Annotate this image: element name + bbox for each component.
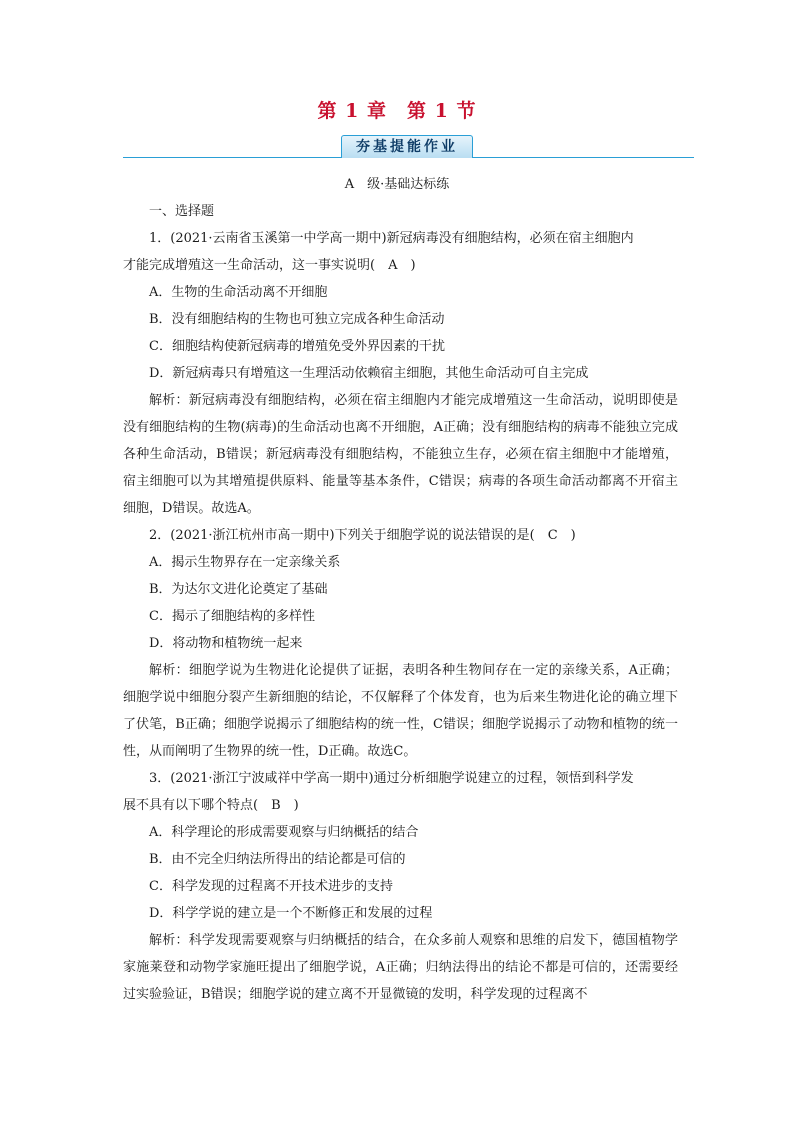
question-3-option-d: D．科学学说的建立是一个不断修正和发展的过程 <box>149 906 433 921</box>
question-2-stem: 2．(2021·浙江杭州市高一期中)下列关于细胞学说的说法错误的是( C ) <box>149 528 576 543</box>
question-1-option-a: A．生物的生命活动离不开细胞 <box>149 285 328 300</box>
question-3-option-c: C．科学发现的过程离不开技术进步的支持 <box>149 879 393 894</box>
question-1 <box>123 225 678 522</box>
question-2-option-d: D．将动物和植物统一起来 <box>149 636 303 651</box>
banner-badge: 夯基提能作业 <box>341 135 473 158</box>
question-1-option-d: D．新冠病毒只有增殖这一生理活动依赖宿主细胞，其他生命活动可自主完成 <box>149 366 589 381</box>
question-3 <box>123 765 678 1008</box>
question-3-option-a: A．科学理论的形成需要观察与归纳概括的结合 <box>149 825 419 840</box>
level-heading: A 级·基础达标练 <box>344 177 450 192</box>
question-1-option-b: B．没有细胞结构的生物也可独立完成各种生命活动 <box>149 312 445 327</box>
question-2-explanation: 解析：细胞学说为生物进化论提供了证据，表明各种生物间存在一定的亲缘关系，A正确；细胞学说中细胞分裂产生新细胞的结论，不仅解释了个体发育，也为后来生物进化论的确立埋下了伏笔，B正确；细胞学说揭示了细胞结构的统一性，C错误；细胞学说揭示了动物和植物的统一性，从而阐明了生物界的统一性，D正确。故选C。 <box>123 663 678 759</box>
question-3-explanation: 解析：科学发现需要观察与归纳概括的结合，在众多前人观察和思维的启发下，德国植物学家施莱登和动物学家施旺提出了细胞学说，A正确；归纳法得出的结论不都是可信的，还需要经过实验验证，B错误；细胞学说的建立离不开显微镜的发明，科学发现的过程离不 <box>123 933 678 1002</box>
question-1-stem-line-2: 才能完成增殖这一生命活动，这一事实说明( A ) <box>123 258 416 273</box>
question-content <box>123 198 678 1008</box>
chapter-title: 第 1 章 第 1 节 <box>317 100 477 122</box>
question-3-stem-line-1: 3．(2021·浙江宁波咸祥中学高一期中)通过分析细胞学说建立的过程，领悟到科学发 <box>149 771 634 786</box>
question-2-option-a: A．揭示生物界存在一定亲缘关系 <box>149 555 341 570</box>
question-1-stem-line-1: 1．(2021·云南省玉溪第一中学高一期中)新冠病毒没有细胞结构，必须在宿主细胞内 <box>149 231 634 246</box>
question-2-option-c: C．揭示了细胞结构的多样性 <box>149 609 315 624</box>
question-3-stem-line-2: 展不具有以下哪个特点( B ) <box>123 798 299 813</box>
question-3-option-b: B．由不完全归纳法所得出的结论都是可信的 <box>149 852 406 867</box>
question-1-option-c: C．细胞结构使新冠病毒的增殖免受外界因素的干扰 <box>149 339 445 354</box>
question-2 <box>123 522 678 765</box>
section-label: 一、选择题 <box>149 204 215 219</box>
question-2-option-b: B．为达尔文进化论奠定了基础 <box>149 582 328 597</box>
question-1-explanation: 解析：新冠病毒没有细胞结构，必须在宿主细胞内才能完成增殖这一生命活动，说明即使是没有细胞结构的生物(病毒)的生命活动也离不开细胞，A正确；没有细胞结构的病毒不能独立完成各种生命活动，B错误；新冠病毒没有细胞结构，不能独立生存，必须在宿主细胞中才能增殖，宿主细胞可以为其增殖提供原料、能量等基本条件，C错误；病毒的各项生命活动都离不开宿主细胞，D错误。故选A。 <box>123 393 678 516</box>
